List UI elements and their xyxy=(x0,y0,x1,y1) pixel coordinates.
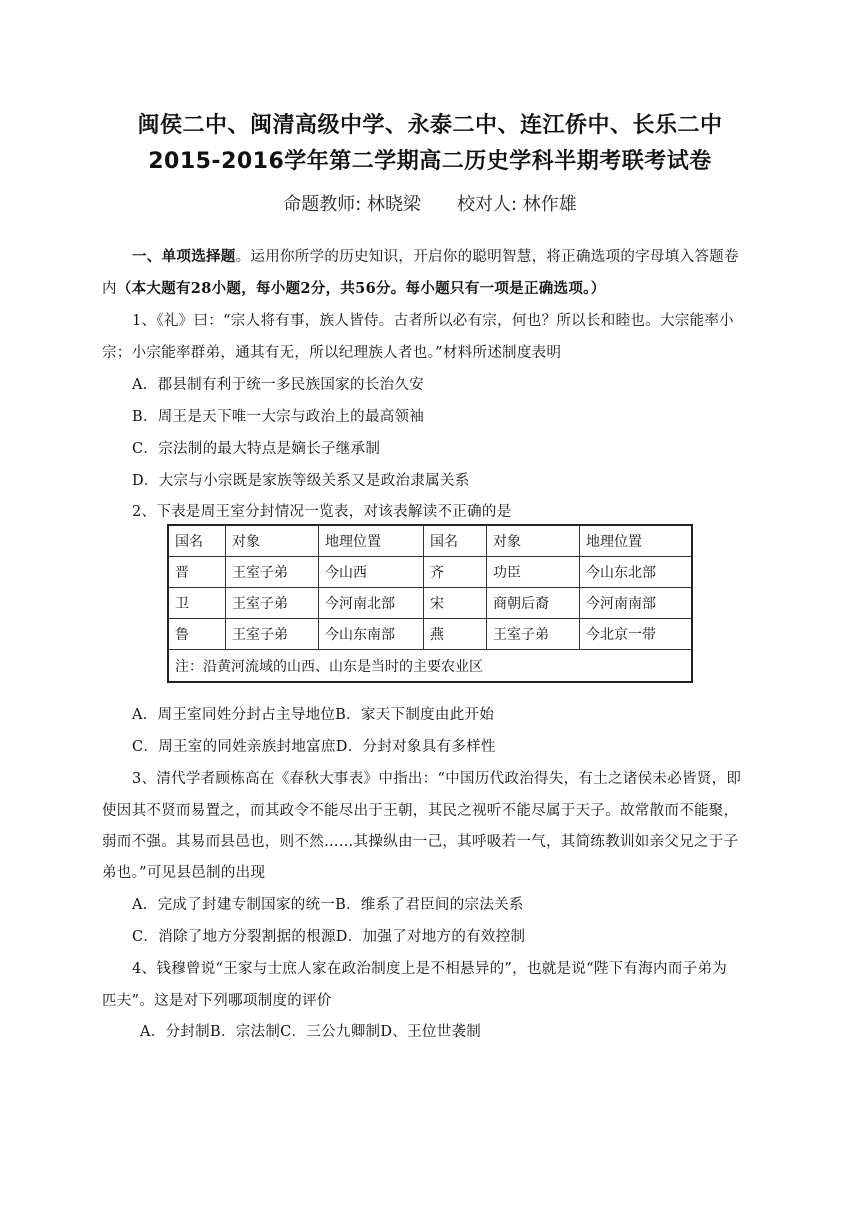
q3-stem-line2: 使因其不贤而易置之，而其政令不能尽出于王朝，其民之视听不能尽属于天子。故常散而不能聚， xyxy=(102,803,739,819)
q3-option-d: D．加强了对地方的有效控制 xyxy=(335,929,526,945)
table-header-cell: 地理位置 xyxy=(319,525,424,557)
q1-option-a: A．郡县制有利于统一多民族国家的长治久安 xyxy=(132,377,424,393)
table-cell: 今北京一带 xyxy=(580,619,693,650)
table-cell: 商朝后裔 xyxy=(487,588,580,619)
q4-options-row xyxy=(140,1020,830,1041)
q3-stem-line4: 弟也。”可见县邑制的出现 xyxy=(102,865,266,881)
q4-option-a: A．分封制 xyxy=(140,1024,210,1040)
fief-table xyxy=(167,524,693,683)
exam-title-schools: 闽侯二中、闽清高级中学、永泰二中、连江侨中、长乐二中 xyxy=(137,113,723,138)
checker-label: 校对人: 林作雄 xyxy=(457,194,577,215)
q4-stem-line1: 4、钱穆曾说“王家与士庶人家在政治制度上是不相悬异的”，也就是说“陛下有海内而子弟为 xyxy=(132,961,728,977)
table-row xyxy=(168,557,692,588)
table-header-cell: 国名 xyxy=(168,525,226,557)
table-cell: 王室子弟 xyxy=(487,619,580,650)
table-cell: 宋 xyxy=(424,588,487,619)
q1-stem-line2: 宗；小宗能率群弟，通其有无，所以纪理族人者也。”材料所述制度表明 xyxy=(102,345,562,361)
q2-option-c: C．周王室的同姓亲族封地富庶 xyxy=(132,739,336,755)
q3-option-a: A．完成了封建专制国家的统一 xyxy=(132,897,336,913)
q2-options-row1 xyxy=(132,703,822,724)
section1-intro-b-prefix: 内 xyxy=(102,281,117,297)
q3-options-row1 xyxy=(132,893,822,914)
table-cell: 齐 xyxy=(424,557,487,588)
table-cell: 今山西 xyxy=(319,557,424,588)
setter-label: 命题教师: 林晓梁 xyxy=(283,194,421,215)
q1-option-b: B．周王是天下唯一大宗与政治上的最高领袖 xyxy=(132,409,425,425)
section1-intro-b-bold: （本大题有28小题，每小题2分，共56分。每小题只有一项是正确选项。） xyxy=(116,280,606,297)
table-row xyxy=(168,619,692,650)
table-cell: 王室子弟 xyxy=(226,557,319,588)
q2-option-d: D．分封对象具有多样性 xyxy=(335,739,496,755)
table-cell: 今河南北部 xyxy=(319,588,424,619)
q4-option-b: B．宗法制 xyxy=(209,1024,281,1040)
table-cell: 鲁 xyxy=(168,619,226,650)
q2-stem: 2、下表是周王室分封情况一览表，对该表解读不正确的是 xyxy=(132,504,512,520)
exam-title-term: 2015-2016学年第二学期高二历史学科半期考联考试卷 xyxy=(148,149,712,174)
q2-option-a: A．周王室同姓分封占主导地位 xyxy=(132,707,336,723)
q2-options-row2 xyxy=(132,735,822,756)
q4-option-c: C．三公九卿制 xyxy=(280,1024,381,1040)
q3-option-b: B．维系了君臣间的宗法关系 xyxy=(335,897,524,913)
table-header-row xyxy=(168,525,692,557)
table-cell: 王室子弟 xyxy=(226,619,319,650)
section1-intro-line1 xyxy=(132,245,822,266)
q3-options-row2 xyxy=(132,925,822,946)
q3-stem-line1: 3、清代学者顾栋高在《春秋大事表》中指出：“中国历代政治得失，有土之诸侯未必皆贤，即 xyxy=(132,771,742,787)
table-note-row xyxy=(168,650,692,683)
table-cell: 晋 xyxy=(168,557,226,588)
q4-stem-line2: 匹夫”。这是对下列哪项制度的评价 xyxy=(102,993,332,1009)
section1-heading: 一、单项选择题 xyxy=(132,248,236,265)
table-cell: 今山东北部 xyxy=(580,557,693,588)
q3-option-c: C．消除了地方分裂割据的根源 xyxy=(132,929,336,945)
table-header-cell: 国名 xyxy=(424,525,487,557)
table-header-cell: 对象 xyxy=(226,525,319,557)
table-row xyxy=(168,588,692,619)
section1-intro-line2 xyxy=(102,277,792,298)
table-cell: 今河南南部 xyxy=(580,588,693,619)
table-cell: 功臣 xyxy=(487,557,580,588)
table-header-cell: 地理位置 xyxy=(580,525,693,557)
q1-stem-line1: 1、《礼》曰：“宗人将有事，族人皆侍。古者所以必有宗，何也？所以长和睦也。大宗能率小 xyxy=(132,313,734,329)
table-cell: 燕 xyxy=(424,619,487,650)
q4-option-d: D、王位世袭制 xyxy=(380,1024,482,1040)
table-cell: 王室子弟 xyxy=(226,588,319,619)
q2-option-b: B．家天下制度由此开始 xyxy=(335,707,495,723)
q1-option-d: D．大宗与小宗既是家族等级关系又是政治隶属关系 xyxy=(132,473,470,489)
table-cell: 今山东南部 xyxy=(319,619,424,650)
q1-option-c: C．宗法制的最大特点是嫡长子继承制 xyxy=(132,441,381,457)
q3-stem-line3: 弱而不强。其易而县邑也，则不然……其操纵由一己，其呼吸若一气，其简练教训如亲父兄之于子 xyxy=(102,834,739,850)
staff-line xyxy=(0,190,860,216)
table-cell: 卫 xyxy=(168,588,226,619)
table-note: 注：沿黄河流域的山西、山东是当时的主要农业区 xyxy=(168,650,692,683)
section1-intro-a: 。运用你所学的历史知识，开启你的聪明智慧，将正确选项的字母填入答题卷 xyxy=(235,249,739,265)
table-header-cell: 对象 xyxy=(487,525,580,557)
